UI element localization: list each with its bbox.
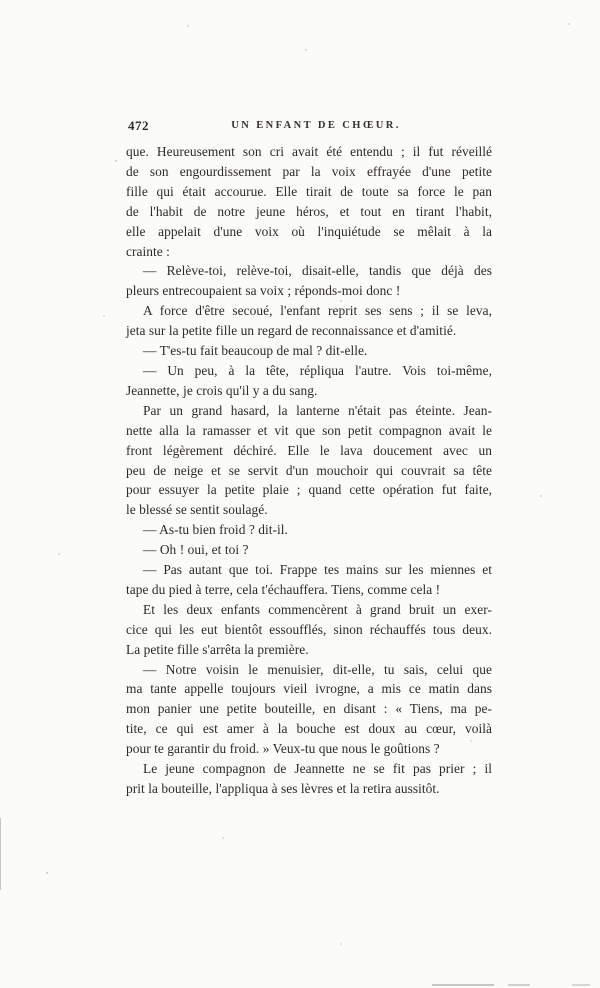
text-block bbox=[126, 142, 492, 799]
scan-edge-artifact bbox=[0, 818, 1, 890]
text-line: — Pas autant que toi. Frappe tes mains sur les miennes et bbox=[143, 562, 492, 578]
text-line: jeta sur la petite fille un regard de reconnaissance et d'amitié. bbox=[126, 323, 457, 339]
text-line: de son engourdissement par la voix effrayée d'une petite bbox=[126, 163, 492, 179]
paragraph bbox=[126, 520, 492, 540]
paragraph bbox=[126, 540, 492, 560]
text-line: — T'es-tu fait beaucoup de mal ? dit-elle. bbox=[143, 343, 368, 359]
text-line: Et les deux enfants commencèrent à grand bruit un exer- bbox=[143, 601, 492, 617]
text-line: mon panier une petite bouteille, en disant : « Tiens, ma pe- bbox=[126, 701, 492, 717]
text-line: front légèrement déchiré. Elle le lava doucement avec un bbox=[126, 442, 492, 458]
text-line: A force d'être secoué, l'enfant reprit ses sens ; il se leva, bbox=[143, 303, 492, 319]
paragraph bbox=[126, 301, 492, 341]
scan-bottom-artifact bbox=[572, 984, 590, 986]
paragraph bbox=[126, 759, 492, 799]
text-line: peu de neige et se servit d'un mouchoir qui couvrait sa tête bbox=[126, 462, 492, 478]
paragraph bbox=[126, 560, 492, 600]
paragraph bbox=[126, 341, 492, 361]
text-line: — Oh ! oui, et toi ? bbox=[143, 542, 249, 558]
text-line: pleurs entrecoupaient sa voix ; réponds-moi donc ! bbox=[126, 283, 401, 299]
paragraph bbox=[126, 660, 492, 760]
text-line: crainte : bbox=[126, 243, 170, 259]
text-line: elle appelait d'une voix où l'inquiétude se mêlait à la bbox=[126, 223, 492, 239]
paragraph bbox=[126, 361, 492, 401]
text-line: nette alla la ramasser et vit que son petit compagnon avait le bbox=[126, 422, 492, 438]
text-line: pour essuyer la petite plaie ; quand cette opération fut faite, bbox=[126, 482, 492, 498]
text-line: — Un peu, à la tête, répliqua l'autre. Vois toi-même, bbox=[143, 362, 492, 378]
text-line: prit la bouteille, l'appliqua à ses lèvres et la retira aussitôt. bbox=[126, 781, 440, 796]
running-head bbox=[126, 118, 492, 136]
text-line: ma tante appelle toujours vieil ivrogne, a mis ce matin dans bbox=[126, 681, 492, 697]
running-title: UN ENFANT DE CHŒUR. bbox=[231, 120, 401, 131]
text-line: que. Heureusement son cri avait été entendu ; il fut réveillé bbox=[126, 144, 492, 159]
text-line: — Notre voisin le menuisier, dit-elle, tu sais, celui que bbox=[143, 661, 492, 677]
paragraph bbox=[126, 142, 492, 261]
text-line: tape du pied à terre, cela t'échauffera. Tiens, comme cela ! bbox=[126, 581, 441, 597]
text-line: Le jeune compagnon de Jeannette ne se fit pas prier ; il bbox=[143, 761, 492, 777]
paragraph bbox=[126, 261, 492, 301]
text-line: le blessé se sentit soulagé. bbox=[126, 502, 268, 518]
page-number: 472 bbox=[128, 118, 149, 133]
text-line: — As-tu bien froid ? dit-il. bbox=[143, 522, 288, 538]
text-line: de l'habit de notre jeune héros, et tout en tirant l'habit, bbox=[126, 203, 492, 219]
text-line: pour te garantir du froid. » Veux-tu que nous le goûtions ? bbox=[126, 741, 440, 757]
paragraph bbox=[126, 600, 492, 660]
scan-bottom-artifact bbox=[508, 984, 530, 986]
text-line: cice qui les eut bientôt essoufflés, sinon réchauffés tous deux. bbox=[126, 621, 492, 637]
text-line: tite, ce qui est amer à la bouche est doux au cœur, voilà bbox=[126, 721, 492, 737]
scan-bottom-artifact bbox=[432, 984, 494, 986]
paper-speckles bbox=[0, 0, 2, 2]
text-line: fille qui était accourue. Elle tirait de toute sa force le pan bbox=[126, 183, 492, 199]
text-line: Jeannette, je crois qu'il y a du sang. bbox=[126, 382, 318, 398]
text-line: Par un grand hasard, la lanterne n'était pas éteinte. Jean- bbox=[143, 402, 492, 418]
paragraph bbox=[126, 401, 492, 520]
text-line: — Relève-toi, relève-toi, disait-elle, tandis que déjà des bbox=[143, 263, 492, 279]
text-line: La petite fille s'arrêta la première. bbox=[126, 641, 309, 657]
